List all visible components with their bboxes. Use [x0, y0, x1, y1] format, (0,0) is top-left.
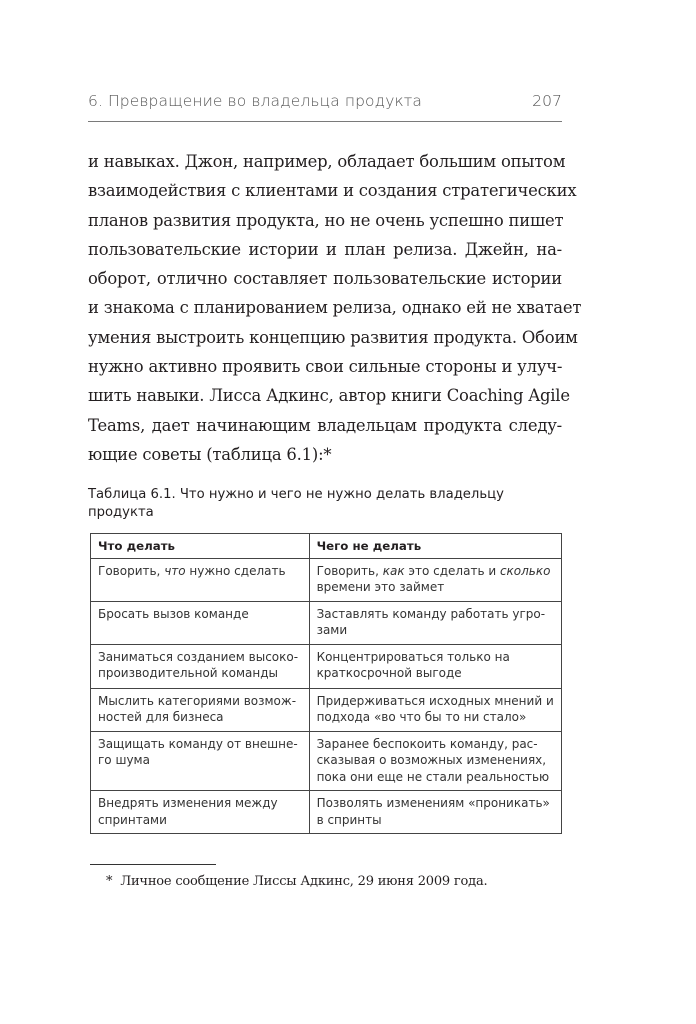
text-line: пользовательские истории и план релиза. Джейн, на-: [88, 239, 562, 259]
text-line: оборот, отлично составляет пользовательские истории: [88, 269, 562, 289]
text-line: взаимодействия с клиентами и создания стратегических: [88, 181, 577, 201]
text-line: умения выстроить концепцию развития продукта. Обоим: [88, 327, 578, 347]
cell-do: Заниматься созданием высоко-производительной команды: [91, 644, 310, 688]
cell-emphasis: что: [164, 563, 186, 578]
do-dont-table: [90, 533, 562, 834]
text-line: Teams, дает начинающим владельцам продукта следу-: [88, 415, 562, 435]
table-row: [91, 688, 562, 731]
running-head: [88, 92, 562, 118]
cell-do: Внедрять изменения между спринтами: [91, 791, 310, 834]
cell-dont: Концентрироваться только на краткосрочной выгоде: [309, 644, 561, 688]
table-row: [91, 731, 562, 791]
text-line: нужно активно проявить свои сильные стороны и улуч-: [88, 357, 563, 377]
cell-text: времени это займет: [316, 580, 445, 594]
cell-emphasis: сколько: [499, 563, 551, 578]
table-row: [91, 791, 562, 834]
cell-dont: Заставлять команду работать угро-зами: [309, 601, 561, 644]
footnote-rule: [90, 864, 216, 865]
footnote: [106, 874, 566, 889]
cell-text: Говорить,: [98, 563, 165, 578]
column-header-do: Что делать: [91, 534, 310, 559]
body-paragraph: [88, 147, 582, 469]
cell-dont: Позволять изменениям «проникать» в спринты: [309, 791, 561, 834]
cell-dont: [309, 558, 561, 601]
table-caption: Таблица 6.1. Что нужно и чего не нужно делать владельцу продукта: [88, 487, 504, 520]
table-row: [91, 644, 562, 688]
cell-text: это сделать и: [404, 563, 500, 578]
text-line: планов развития продукта, но не очень успешно пишет: [88, 210, 564, 230]
cell-emphasis: как: [382, 563, 405, 578]
cell-do: [91, 558, 310, 601]
header-rule: [88, 121, 562, 122]
text-line: ющие советы (таблица 6.1):*: [88, 444, 332, 464]
chapter-title: 6. Превращение во владельца продукта: [88, 92, 423, 110]
table-row: [91, 558, 562, 601]
cell-dont: Придерживаться исходных мнений и подхода «во что бы то ни стало»: [309, 688, 561, 731]
cell-do: Защищать команду от внешне-го шума: [91, 731, 310, 791]
page-number: 207: [532, 92, 562, 110]
text-line: и знакома с планированием релиза, однако ей не хватает: [88, 298, 582, 318]
cell-do: Бросать вызов команде: [91, 601, 310, 644]
table-header-row: [91, 534, 562, 559]
footnote-mark: *: [106, 874, 113, 889]
table-row: [91, 601, 562, 644]
cell-do: Мыслить категориями возмож-ностей для бизнеса: [91, 688, 310, 731]
text-line: шить навыки. Лисса Адкинс, автор книги Coaching Agile: [88, 386, 570, 406]
column-header-dont: Чего не делать: [309, 534, 561, 559]
text-line: и навыках. Джон, например, обладает большим опытом: [88, 152, 566, 171]
cell-text: Говорить,: [316, 563, 383, 578]
cell-text: нужно сделать: [185, 563, 286, 578]
cell-dont: Заранее беспокоить команду, рас-сказывая о возможных изменениях, пока они еще не стали реальностью: [309, 731, 561, 791]
footnote-text: Личное сообщение Лиссы Адкинс, 29 июня 2009 года.: [120, 874, 488, 889]
